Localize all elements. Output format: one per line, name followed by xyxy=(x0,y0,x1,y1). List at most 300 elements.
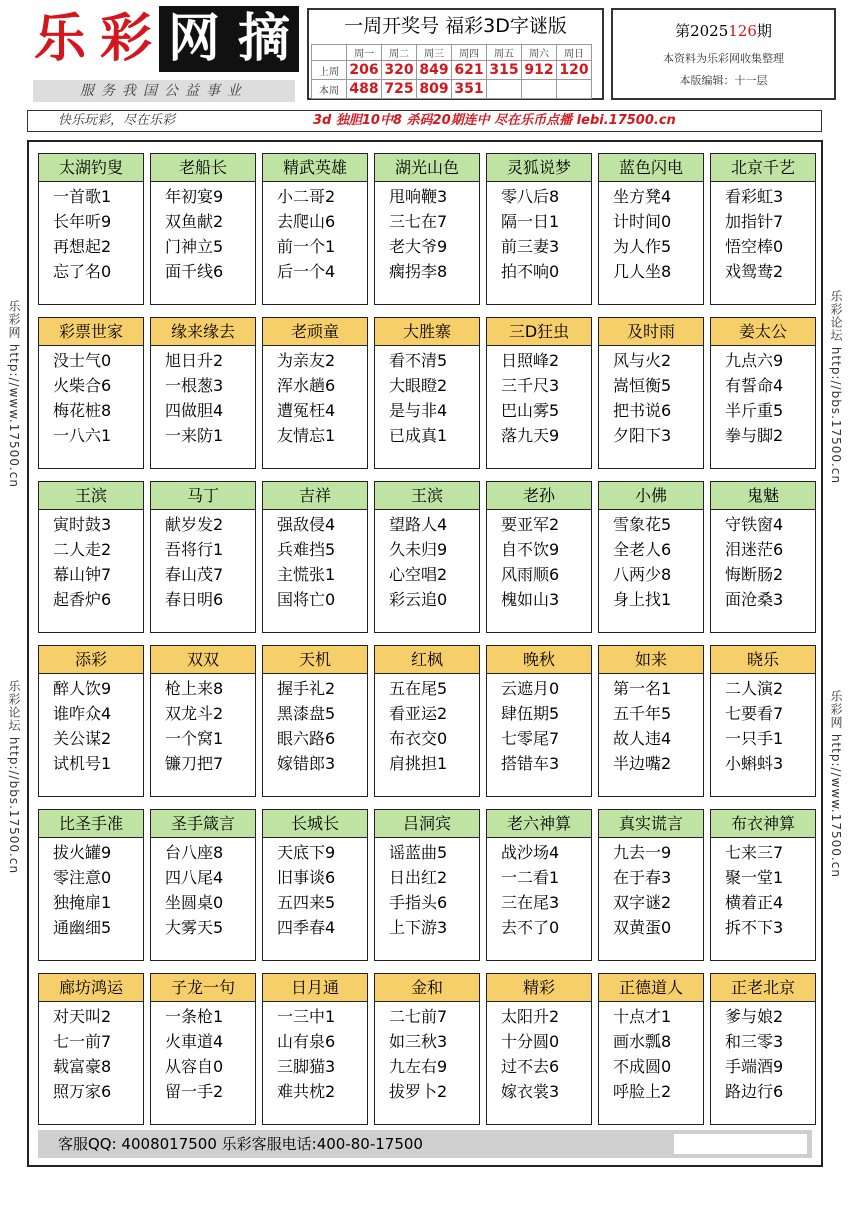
card-title: 老孙 xyxy=(487,482,591,510)
clue-line: 双龙斗2 xyxy=(165,704,224,723)
card-title: 鬼魅 xyxy=(711,482,815,510)
clue-line: 难共枕2 xyxy=(277,1082,336,1101)
clue-line: 三七在7 xyxy=(389,212,448,231)
clue-line: 留一手2 xyxy=(165,1082,224,1101)
clue-line: 八两少8 xyxy=(613,565,672,584)
clue-line: 看不清5 xyxy=(389,351,448,370)
clue-line: 呼脸上2 xyxy=(613,1082,672,1101)
card-title: 湖光山色 xyxy=(375,154,479,182)
card-clues xyxy=(263,1004,367,1104)
draw-number: 488 xyxy=(347,80,382,99)
clue-line: 遭冤枉4 xyxy=(277,401,336,420)
week-label: 本周 xyxy=(312,80,347,99)
card-clues xyxy=(39,184,143,284)
footer-contact: 客服QQ: 4008017500 乐彩客服电话:400-80-17500 xyxy=(58,1135,423,1153)
clue-line: 对天叫2 xyxy=(53,1007,112,1026)
card-clues xyxy=(599,348,703,448)
clue-line: 台八座8 xyxy=(165,843,224,862)
clue-line: 载富豪8 xyxy=(53,1057,112,1076)
card-clues xyxy=(711,840,815,940)
clue-line: 谣蓝曲5 xyxy=(389,843,448,862)
clue-line: 双黄蛋0 xyxy=(613,918,672,937)
banner xyxy=(27,110,822,132)
clue-line: 零注意0 xyxy=(53,868,112,887)
clue-line: 黑漆盘5 xyxy=(277,704,336,723)
clue-line: 双字谜2 xyxy=(613,893,672,912)
card-clues xyxy=(599,840,703,940)
clue-line: 一个窝1 xyxy=(165,729,224,748)
clue-line: 三在尾3 xyxy=(501,893,560,912)
card-title: 日月通 xyxy=(263,974,367,1002)
card-title: 正德道人 xyxy=(599,974,703,1002)
footer xyxy=(38,1130,812,1158)
card-clues xyxy=(39,840,143,940)
clue-line: 隔一日1 xyxy=(501,212,560,231)
clue-line: 嫁错郎3 xyxy=(277,754,336,773)
riddle-card xyxy=(262,317,368,469)
clue-line: 夕阳下3 xyxy=(613,426,672,445)
card-title: 老顽童 xyxy=(263,318,367,346)
card-title: 子龙一句 xyxy=(151,974,255,1002)
riddle-grid xyxy=(27,140,823,1167)
clue-line: 要亚军2 xyxy=(501,515,560,534)
card-clues xyxy=(487,676,591,776)
riddle-card xyxy=(710,317,816,469)
clue-line: 一只手1 xyxy=(725,729,784,748)
clue-line: 拆不下3 xyxy=(725,918,784,937)
card-clues xyxy=(375,512,479,612)
clue-line: 面千线6 xyxy=(165,262,224,281)
card-clues xyxy=(487,184,591,284)
clue-line: 拔罗卜2 xyxy=(389,1082,448,1101)
clue-line: 梅花桩8 xyxy=(53,401,112,420)
clue-line: 国将亡0 xyxy=(277,590,336,609)
issue-suffix: 期 xyxy=(756,22,772,40)
riddle-card xyxy=(598,153,704,305)
clue-line: 手端酒9 xyxy=(725,1057,784,1076)
card-title: 吉祥 xyxy=(263,482,367,510)
clue-line: 七零尾7 xyxy=(501,729,560,748)
draw-number xyxy=(487,80,522,99)
clue-line: 嫁衣裳3 xyxy=(501,1082,560,1101)
clue-line: 槐如山3 xyxy=(501,590,560,609)
clue-line: 半斤重5 xyxy=(725,401,784,420)
issue-number xyxy=(613,20,834,41)
clue-line: 望路人4 xyxy=(389,515,448,534)
riddle-card xyxy=(38,481,144,633)
clue-line: 火車道4 xyxy=(165,1032,224,1051)
clue-line: 握手礼2 xyxy=(277,679,336,698)
day-header: 周四 xyxy=(452,45,487,61)
clue-line: 已成真1 xyxy=(389,426,448,445)
riddle-card xyxy=(374,317,480,469)
riddle-card xyxy=(710,481,816,633)
side-link-left-bottom[interactable]: 乐彩论坛 http://bbs.17500.cn xyxy=(7,680,21,875)
clue-line: 大眼瞪2 xyxy=(389,376,448,395)
clue-line: 三脚猫3 xyxy=(277,1057,336,1076)
riddle-card xyxy=(486,809,592,961)
footer-blank xyxy=(674,1134,807,1154)
draw-number: 725 xyxy=(382,80,417,99)
clue-line: 双鱼献2 xyxy=(165,212,224,231)
riddle-card xyxy=(710,973,816,1125)
riddle-card xyxy=(710,153,816,305)
clue-line: 再想起2 xyxy=(53,237,112,256)
card-title: 长城长 xyxy=(263,810,367,838)
clue-line: 独掩扉1 xyxy=(53,893,112,912)
clue-line: 嵩恒衡5 xyxy=(613,376,672,395)
clue-line: 火柴合6 xyxy=(53,376,112,395)
riddle-card xyxy=(486,481,592,633)
clue-line: 如三秋3 xyxy=(389,1032,448,1051)
clue-line: 兵难挡5 xyxy=(277,540,336,559)
logo-char: 摘 xyxy=(229,6,299,72)
week-label: 上周 xyxy=(312,61,347,80)
issue-prefix: 第2025 xyxy=(675,22,729,40)
clue-line: 五在尾5 xyxy=(389,679,448,698)
riddle-card xyxy=(598,973,704,1125)
issue-note: 本资料为乐彩网收集整理 xyxy=(663,52,784,65)
riddle-card xyxy=(38,317,144,469)
clue-line: 友情忘1 xyxy=(277,426,336,445)
card-clues xyxy=(711,1004,815,1104)
card-clues xyxy=(151,184,255,284)
clue-line: 试机号1 xyxy=(53,754,112,773)
banner-slogan: 快乐玩彩，尽在乐彩 xyxy=(58,113,176,128)
clue-line: 和三零3 xyxy=(725,1032,784,1051)
card-clues xyxy=(263,512,367,612)
clue-line: 小二哥2 xyxy=(277,187,336,206)
card-clues xyxy=(39,348,143,448)
riddle-card xyxy=(710,645,816,797)
riddle-card xyxy=(598,481,704,633)
card-title: 精彩 xyxy=(487,974,591,1002)
clue-line: 旭日升2 xyxy=(165,351,224,370)
day-header: 周六 xyxy=(522,45,557,61)
riddle-card xyxy=(374,973,480,1125)
day-header: 周五 xyxy=(487,45,522,61)
clue-line: 一根葱3 xyxy=(165,376,224,395)
clue-line: 有誓命4 xyxy=(725,376,784,395)
clue-line: 巴山雾5 xyxy=(501,401,560,420)
clue-line: 是与非4 xyxy=(389,401,448,420)
riddle-card xyxy=(38,645,144,797)
clue-line: 吾将行1 xyxy=(165,540,224,559)
card-clues xyxy=(375,348,479,448)
day-header: 周三 xyxy=(417,45,452,61)
clue-line: 九去一9 xyxy=(613,843,672,862)
clue-line: 小蝌蚪3 xyxy=(725,754,784,773)
clue-line: 搭错车3 xyxy=(501,754,560,773)
draw-number: 621 xyxy=(452,61,487,80)
riddle-card xyxy=(150,809,256,961)
side-link-right-bottom[interactable]: 乐彩网 http://www.17500.cn xyxy=(829,690,843,878)
clue-line: 面沧桑3 xyxy=(725,590,784,609)
riddle-card xyxy=(262,153,368,305)
clue-line: 门神立5 xyxy=(165,237,224,256)
riddle-card xyxy=(262,973,368,1125)
clue-line: 前三妻3 xyxy=(501,237,560,256)
clue-line: 眼六路6 xyxy=(277,729,336,748)
clue-line: 零八后8 xyxy=(501,187,560,206)
clue-line: 风雨顺6 xyxy=(501,565,560,584)
clue-line: 坐方凳4 xyxy=(613,187,672,206)
clue-line: 旧事谈6 xyxy=(277,868,336,887)
clue-line: 不成圆0 xyxy=(613,1057,672,1076)
clue-line: 身上找1 xyxy=(613,590,672,609)
riddle-card xyxy=(598,645,704,797)
card-clues xyxy=(487,348,591,448)
riddle-card xyxy=(262,645,368,797)
card-title: 布衣神算 xyxy=(711,810,815,838)
draw-number: 809 xyxy=(417,80,452,99)
card-title: 及时雨 xyxy=(599,318,703,346)
clue-line: 画水瓢8 xyxy=(613,1032,672,1051)
logo-char: 乐 xyxy=(27,6,93,72)
riddle-card xyxy=(374,153,480,305)
riddle-card xyxy=(374,481,480,633)
draw-number: 120 xyxy=(557,61,592,80)
clue-line: 计时间0 xyxy=(613,212,672,231)
clue-line: 半边嘴2 xyxy=(613,754,672,773)
clue-line: 手指头6 xyxy=(389,893,448,912)
card-clues xyxy=(599,512,703,612)
card-title: 王滨 xyxy=(39,482,143,510)
riddle-card xyxy=(150,481,256,633)
clue-line: 三千尺3 xyxy=(501,376,560,395)
riddle-card xyxy=(150,317,256,469)
clue-line: 强敌侵4 xyxy=(277,515,336,534)
card-clues xyxy=(711,184,815,284)
clue-line: 二人演2 xyxy=(725,679,784,698)
clue-line: 拍不响0 xyxy=(501,262,560,281)
card-title: 晓乐 xyxy=(711,646,815,674)
card-title: 灵狐说梦 xyxy=(487,154,591,182)
riddle-card xyxy=(486,645,592,797)
clue-line: 关公谋2 xyxy=(53,729,112,748)
clue-line: 全老人6 xyxy=(613,540,672,559)
clue-line: 四做胆4 xyxy=(165,401,224,420)
clue-line: 加指针7 xyxy=(725,212,784,231)
clue-line: 忘了名0 xyxy=(53,262,112,281)
card-title: 小佛 xyxy=(599,482,703,510)
card-title: 太湖钓叟 xyxy=(39,154,143,182)
clue-line: 风与火2 xyxy=(613,351,672,370)
clue-line: 五千年5 xyxy=(613,704,672,723)
card-clues xyxy=(151,348,255,448)
riddle-card xyxy=(38,809,144,961)
card-clues xyxy=(599,1004,703,1104)
clue-line: 醉人饮9 xyxy=(53,679,112,698)
draw-number: 320 xyxy=(382,61,417,80)
clue-line: 十点才1 xyxy=(613,1007,672,1026)
riddle-card xyxy=(598,317,704,469)
clue-line: 落九天9 xyxy=(501,426,560,445)
card-clues xyxy=(151,840,255,940)
card-clues xyxy=(151,1004,255,1104)
card-title: 廊坊鸿运 xyxy=(39,974,143,1002)
riddle-card xyxy=(262,809,368,961)
card-clues xyxy=(711,676,815,776)
clue-line: 天底下9 xyxy=(277,843,336,862)
page-title: 一周开奖号 福彩3D字谜版 xyxy=(344,15,567,37)
card-title: 正老北京 xyxy=(711,974,815,1002)
clue-line: 悟空棒0 xyxy=(725,237,784,256)
draw-number: 351 xyxy=(452,80,487,99)
clue-line: 为人作5 xyxy=(613,237,672,256)
issue-value: 126 xyxy=(728,22,757,40)
clue-line: 云遮月0 xyxy=(501,679,560,698)
draw-results-table xyxy=(311,44,592,99)
logo-char: 彩 xyxy=(93,6,159,72)
clue-line: 雪象花5 xyxy=(613,515,672,534)
logo-char: 网 xyxy=(159,6,229,72)
clue-line: 久未归9 xyxy=(389,540,448,559)
clue-line: 去不了0 xyxy=(501,918,560,937)
clue-line: 老大爷9 xyxy=(389,237,448,256)
card-title: 精武英雄 xyxy=(263,154,367,182)
draw-number: 849 xyxy=(417,61,452,80)
clue-line: 枪上来8 xyxy=(165,679,224,698)
clue-line: 坐圆桌0 xyxy=(165,893,224,912)
card-clues xyxy=(375,1004,479,1104)
card-clues xyxy=(599,676,703,776)
clue-line: 日出红2 xyxy=(389,868,448,887)
card-title: 老六神算 xyxy=(487,810,591,838)
clue-line: 横着正4 xyxy=(725,893,784,912)
riddle-card xyxy=(486,973,592,1125)
riddle-card xyxy=(150,153,256,305)
clue-line: 为亲友2 xyxy=(277,351,336,370)
riddle-card xyxy=(598,809,704,961)
riddle-card xyxy=(486,153,592,305)
issue-box xyxy=(611,8,836,100)
card-clues xyxy=(375,676,479,776)
card-title: 缘来缘去 xyxy=(151,318,255,346)
draw-number: 206 xyxy=(347,61,382,80)
riddle-card xyxy=(486,317,592,469)
clue-line: 肩挑担1 xyxy=(389,754,448,773)
side-link-right-top[interactable]: 乐彩论坛 http://bbs.17500.cn xyxy=(829,290,843,485)
clue-line: 四八尾4 xyxy=(165,868,224,887)
clue-line: 春日明6 xyxy=(165,590,224,609)
draw-number: 912 xyxy=(522,61,557,80)
logo xyxy=(27,6,299,80)
day-header: 周二 xyxy=(382,45,417,61)
clue-line: 日照峰2 xyxy=(501,351,560,370)
clue-line: 肆伍期5 xyxy=(501,704,560,723)
card-clues xyxy=(39,1004,143,1104)
clue-line: 十分圆0 xyxy=(501,1032,560,1051)
slogan: 服务我国公益事业 xyxy=(33,80,295,102)
day-header: 周一 xyxy=(347,45,382,61)
card-title: 三D狂虫 xyxy=(487,318,591,346)
card-clues xyxy=(487,512,591,612)
card-title: 马丁 xyxy=(151,482,255,510)
card-clues xyxy=(375,840,479,940)
draw-number xyxy=(557,80,592,99)
card-clues xyxy=(263,184,367,284)
clue-line: 战沙场4 xyxy=(501,843,560,862)
card-clues xyxy=(711,512,815,612)
clue-line: 故人违4 xyxy=(613,729,672,748)
card-title: 天机 xyxy=(263,646,367,674)
card-clues xyxy=(263,348,367,448)
riddle-card xyxy=(262,481,368,633)
clue-line: 一来防1 xyxy=(165,426,224,445)
clue-line: 布衣交0 xyxy=(389,729,448,748)
card-title: 吕洞宾 xyxy=(375,810,479,838)
riddle-card xyxy=(38,973,144,1125)
clue-line: 泪迷茫6 xyxy=(725,540,784,559)
card-title: 红枫 xyxy=(375,646,479,674)
clue-line: 献岁发2 xyxy=(165,515,224,534)
clue-line: 在于春3 xyxy=(613,868,672,887)
clue-line: 心空唱2 xyxy=(389,565,448,584)
clue-line: 年初宴9 xyxy=(165,187,224,206)
banner-promo[interactable]: 3d 独胆10中8 杀码20期连中 尽在乐币点播 lebi.17500.cn xyxy=(313,113,676,128)
clue-line: 第一名1 xyxy=(613,679,672,698)
clue-line: 四季春4 xyxy=(277,918,336,937)
card-title: 金和 xyxy=(375,974,479,1002)
clue-line: 一条枪1 xyxy=(165,1007,224,1026)
card-clues xyxy=(39,676,143,776)
card-title: 圣手箴言 xyxy=(151,810,255,838)
clue-line: 戏鸳鸯2 xyxy=(725,262,784,281)
clue-line: 通幽细5 xyxy=(53,918,112,937)
corner-cell xyxy=(312,45,347,61)
side-link-left-top[interactable]: 乐彩网 http://www.17500.cn xyxy=(7,300,21,488)
clue-line: 起香炉6 xyxy=(53,590,112,609)
card-title: 姜太公 xyxy=(711,318,815,346)
card-title: 彩票世家 xyxy=(39,318,143,346)
clue-line: 五四来5 xyxy=(277,893,336,912)
clue-line: 一二看1 xyxy=(501,868,560,887)
clue-line: 瘸拐李8 xyxy=(389,262,448,281)
issue-editor: 本版编辑：十一层 xyxy=(679,74,768,87)
card-title: 大胜寨 xyxy=(375,318,479,346)
day-header: 周日 xyxy=(557,45,592,61)
clue-line: 春山茂7 xyxy=(165,565,224,584)
clue-line: 九点六9 xyxy=(725,351,784,370)
clue-line: 山有泉6 xyxy=(277,1032,336,1051)
card-title: 添彩 xyxy=(39,646,143,674)
clue-line: 自不饮9 xyxy=(501,540,560,559)
riddle-card xyxy=(38,153,144,305)
clue-line: 没士气0 xyxy=(53,351,112,370)
card-title: 北京千艺 xyxy=(711,154,815,182)
card-clues xyxy=(711,348,815,448)
clue-line: 一八六1 xyxy=(53,426,112,445)
card-title: 真实谎言 xyxy=(599,810,703,838)
clue-line: 路边行6 xyxy=(725,1082,784,1101)
clue-line: 七来三7 xyxy=(725,843,784,862)
clue-line: 上下游3 xyxy=(389,918,448,937)
clue-line: 悔断肠2 xyxy=(725,565,784,584)
card-clues xyxy=(263,840,367,940)
card-title: 如来 xyxy=(599,646,703,674)
clue-line: 幕山钟7 xyxy=(53,565,112,584)
clue-line: 太阳升2 xyxy=(501,1007,560,1026)
clue-line: 浑水趟6 xyxy=(277,376,336,395)
clue-line: 谁咋众4 xyxy=(53,704,112,723)
clue-line: 甩响鞭3 xyxy=(389,187,448,206)
clue-line: 聚一堂1 xyxy=(725,868,784,887)
clue-line: 过不去6 xyxy=(501,1057,560,1076)
card-clues xyxy=(375,184,479,284)
clue-line: 七要看7 xyxy=(725,704,784,723)
clue-line: 长年听9 xyxy=(53,212,112,231)
